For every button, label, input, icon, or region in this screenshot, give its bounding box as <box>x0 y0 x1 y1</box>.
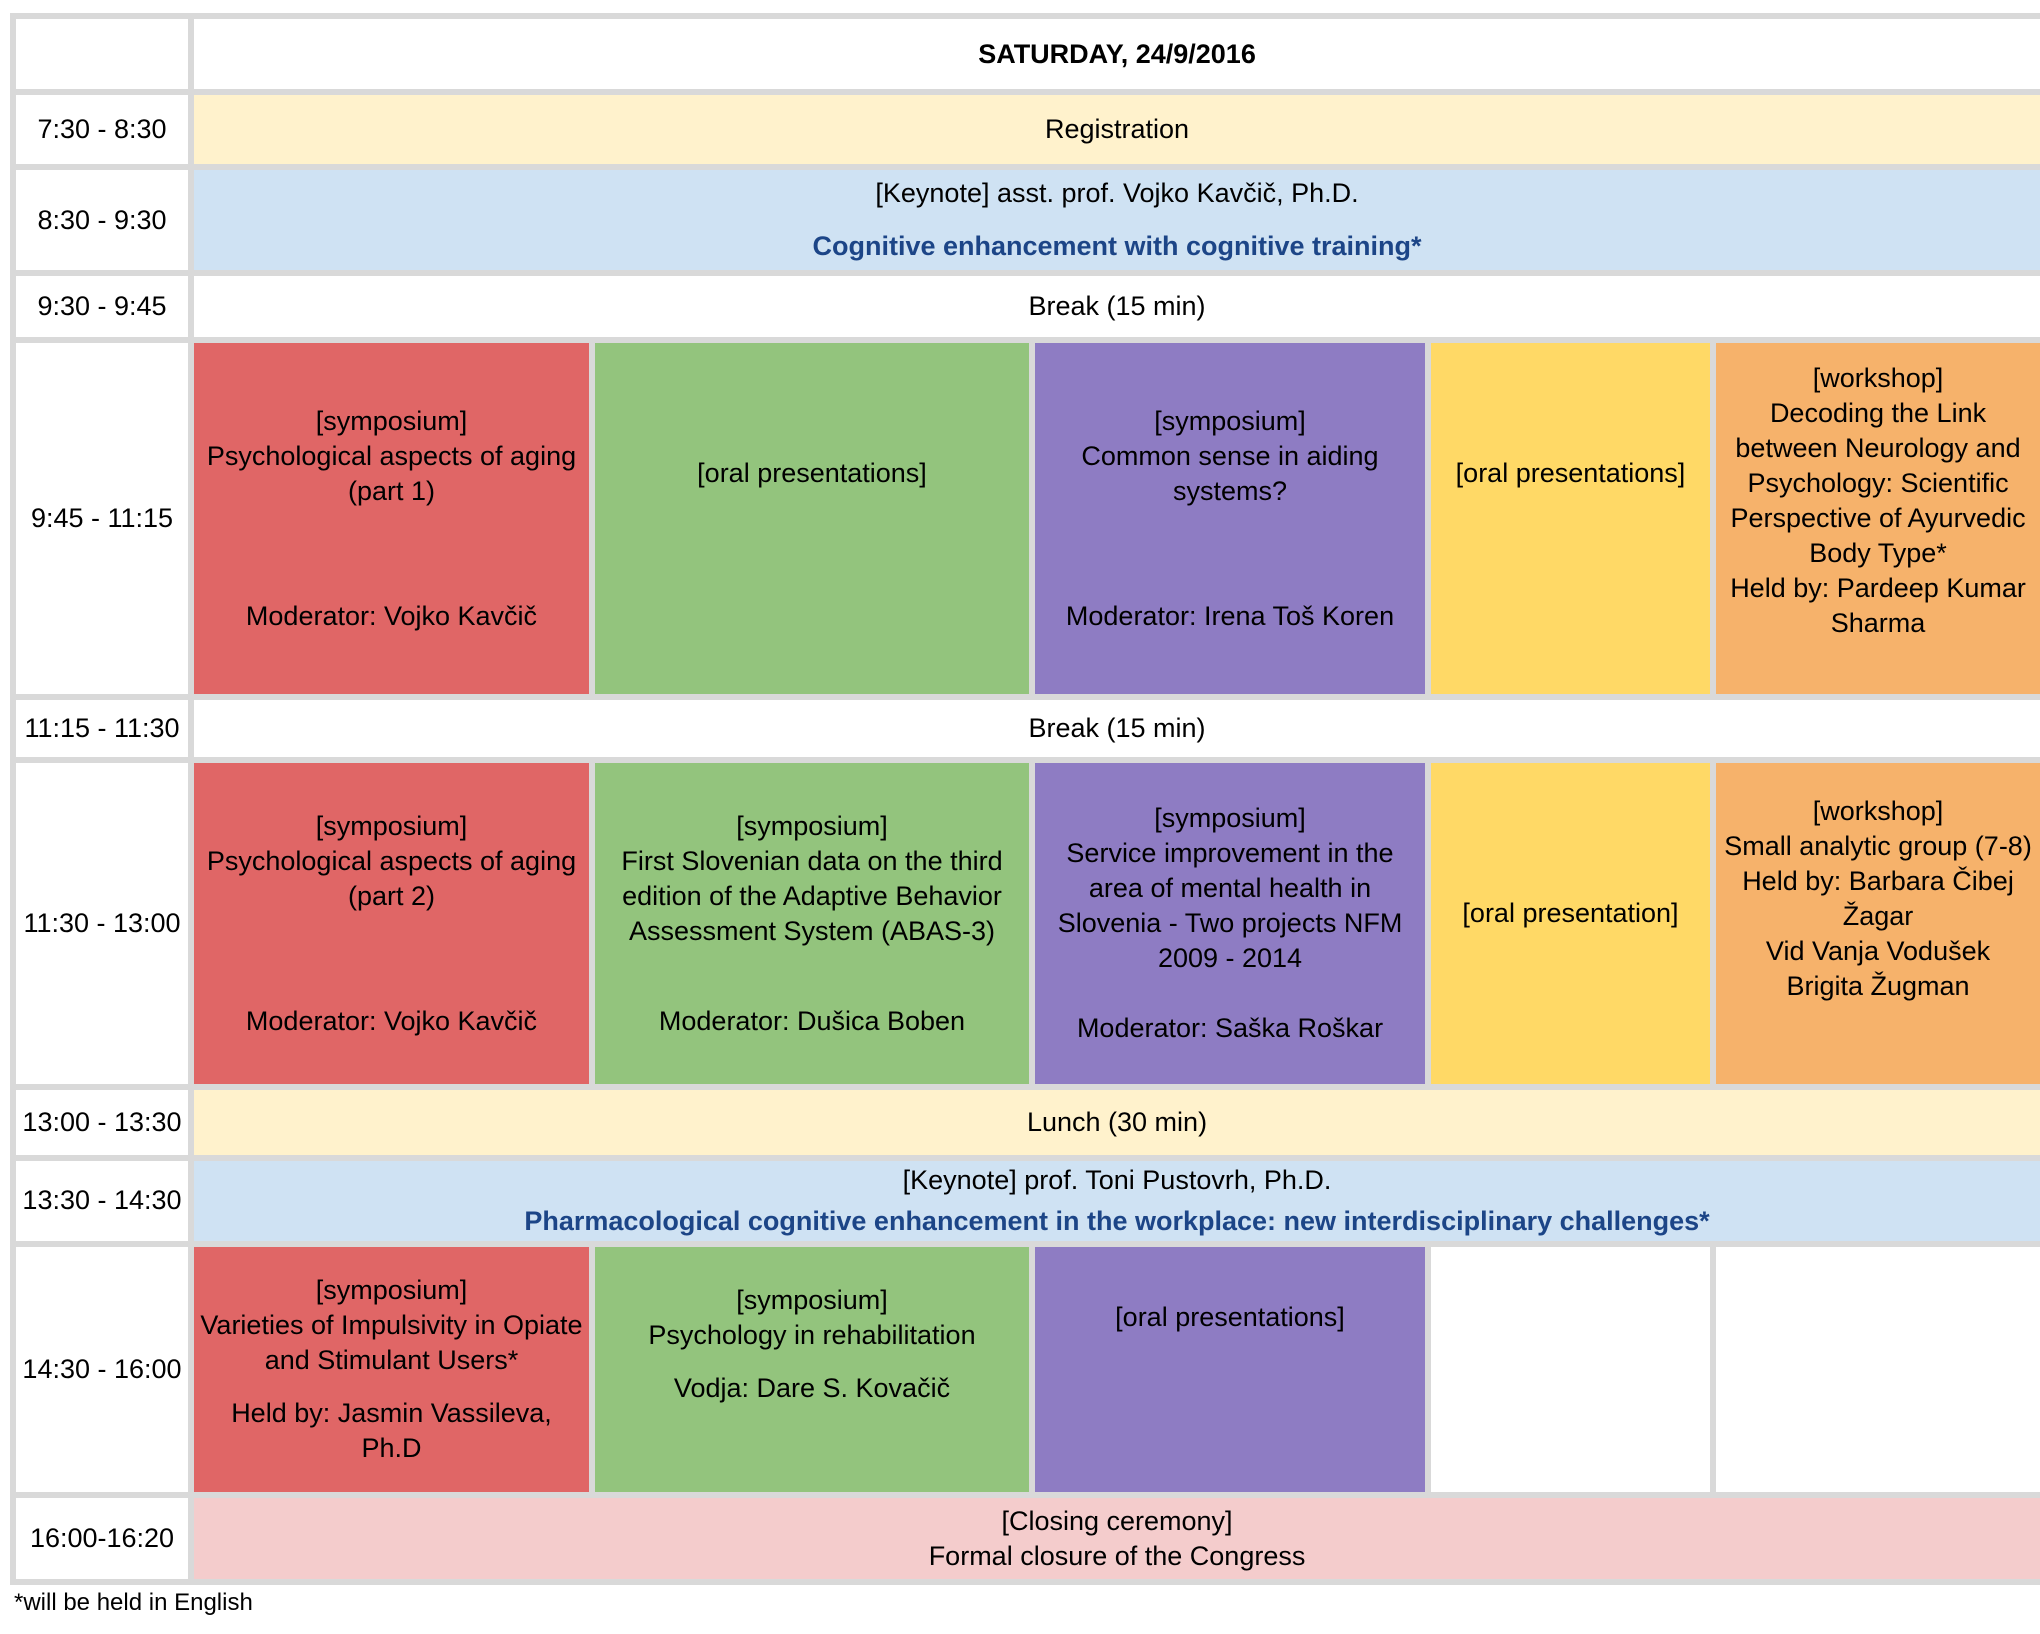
session-type: [workshop] <box>1812 362 1944 393</box>
session-type: [oral presentations] <box>1455 458 1686 489</box>
session-title: Psychology in rehabilitation <box>648 1320 976 1351</box>
schedule-table <box>10 13 2040 1585</box>
session-host: Held by: Jasmin Vassileva, Ph.D <box>231 1398 552 1464</box>
session-cell <box>1032 1244 1428 1495</box>
session-type: [symposium] <box>736 1285 888 1316</box>
closing-type: [Closing ceremony] <box>1001 1505 1233 1536</box>
session-cell <box>592 760 1032 1088</box>
row-closing <box>13 1495 2040 1582</box>
time-cell: 14:30 - 16:00 <box>13 1244 191 1495</box>
session-cell <box>1713 760 2040 1088</box>
session-type: [workshop] <box>1812 795 1944 826</box>
session-moderator: Moderator: Saška Roškar <box>1076 1013 1384 1044</box>
break-cell: Break (15 min) <box>191 697 2040 759</box>
registration-cell: Registration <box>191 92 2040 166</box>
session-cell <box>592 1244 1032 1495</box>
time-cell: 7:30 - 8:30 <box>13 92 191 166</box>
session-type: [symposium] <box>1154 803 1306 834</box>
row-session-1 <box>13 340 2040 698</box>
session-type: [oral presentations] <box>1115 1302 1345 1333</box>
keynote-cell <box>191 1158 2040 1244</box>
lunch-cell: Lunch (30 min) <box>191 1087 2040 1157</box>
session-title: Service improvement in the area of mental health in Slovenia - Two projects NFM 2009 - 2014 <box>1057 838 1403 974</box>
row-lunch <box>13 1087 2040 1157</box>
row-keynote-2 <box>13 1158 2040 1244</box>
row-break-1 <box>13 273 2040 339</box>
session-cell <box>1428 340 1713 698</box>
session-title: First Slovenian data on the third edition of the Adaptive Behavior Assessment System (ABAS-3) <box>621 845 1003 946</box>
keynote-cell <box>191 167 2040 274</box>
keynote-title: Cognitive enhancement with cognitive training* <box>812 231 1422 262</box>
session-title: Common sense in aiding systems? <box>1081 440 1379 506</box>
time-cell: 9:30 - 9:45 <box>13 273 191 339</box>
keynote-speaker: [Keynote] asst. prof. Vojko Kavčič, Ph.D. <box>875 178 1359 209</box>
session-cell <box>191 340 592 698</box>
session-cell <box>1428 760 1713 1088</box>
session-cell <box>592 340 1032 698</box>
session-cell <box>1032 760 1428 1088</box>
empty-cell <box>1713 1244 2040 1495</box>
session-cell <box>191 1244 592 1495</box>
session-title: Psychological aspects of aging (part 2) <box>206 845 577 911</box>
page-title: SATURDAY, 24/9/2016 <box>191 16 2040 92</box>
keynote-title: Pharmacological cognitive enhancement in the workplace: new interdisciplinary challenges* <box>524 1205 1710 1236</box>
session-type: [oral presentation] <box>1462 898 1679 929</box>
corner-cell <box>13 16 191 92</box>
session-title: Decoding the Link between Neurology and Psychology: Scientific Perspective of Ayurvedic Body Type* <box>1730 397 2026 568</box>
session-moderator: Moderator: Dušica Boben <box>658 1005 966 1036</box>
session-cell <box>191 760 592 1088</box>
session-type: [symposium] <box>315 810 468 841</box>
session-host: Vid Vanja Vodušek <box>1765 935 1991 966</box>
session-title: Psychological aspects of aging (part 1) <box>206 440 577 506</box>
session-cell <box>1032 340 1428 698</box>
session-type: [symposium] <box>315 405 468 436</box>
session-type: [symposium] <box>1154 405 1306 436</box>
session-type: [oral presentations] <box>697 458 927 489</box>
time-cell: 8:30 - 9:30 <box>13 167 191 274</box>
time-cell: 11:30 - 13:00 <box>13 760 191 1088</box>
time-cell: 13:00 - 13:30 <box>13 1087 191 1157</box>
session-type: [symposium] <box>315 1275 468 1306</box>
footnote: *will be held in English <box>14 1589 253 1616</box>
row-registration <box>13 92 2040 166</box>
row-session-2 <box>13 760 2040 1088</box>
session-title: Small analytic group (7-8) <box>1724 830 2032 861</box>
session-host: Vodja: Dare S. Kovačič <box>673 1373 951 1404</box>
time-cell: 11:15 - 11:30 <box>13 697 191 759</box>
row-break-2 <box>13 697 2040 759</box>
title-row <box>13 16 2040 92</box>
empty-cell <box>1428 1244 1713 1495</box>
session-host: Brigita Žugman <box>1786 970 1970 1001</box>
time-cell: 16:00-16:20 <box>13 1495 191 1582</box>
session-cell <box>1713 340 2040 698</box>
session-type: [symposium] <box>736 810 888 841</box>
closing-title: Formal closure of the Congress <box>928 1540 1306 1571</box>
time-cell: 9:45 - 11:15 <box>13 340 191 698</box>
session-moderator: Moderator: Vojko Kavčič <box>245 1005 538 1036</box>
keynote-speaker: [Keynote] prof. Toni Pustovrh, Ph.D. <box>902 1164 1332 1195</box>
session-host: Held by: Barbara Čibej Žagar <box>1742 865 2014 931</box>
row-keynote-1 <box>13 167 2040 274</box>
session-moderator: Moderator: Vojko Kavčič <box>245 600 538 631</box>
closing-cell <box>191 1495 2040 1582</box>
row-session-3 <box>13 1244 2040 1495</box>
break-cell: Break (15 min) <box>191 273 2040 339</box>
session-title: Varieties of Impulsivity in Opiate and Stimulant Users* <box>200 1310 583 1376</box>
session-host: Held by: Pardeep Kumar Sharma <box>1730 572 2026 638</box>
time-cell: 13:30 - 14:30 <box>13 1158 191 1244</box>
session-moderator: Moderator: Irena Toš Koren <box>1065 600 1395 631</box>
